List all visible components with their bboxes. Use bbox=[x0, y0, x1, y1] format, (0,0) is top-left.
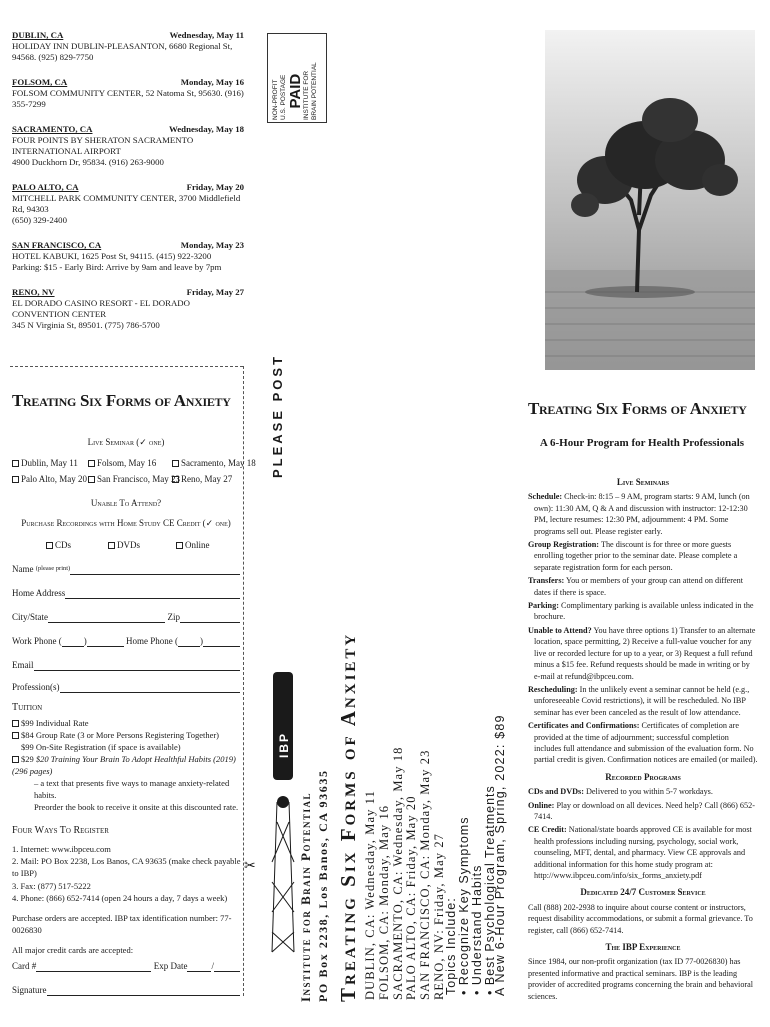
detail-item bbox=[528, 720, 758, 766]
home-phone-label: Home Phone ( bbox=[126, 636, 179, 646]
format-option-cds[interactable] bbox=[46, 539, 71, 551]
scissors-icon: ✂ bbox=[244, 859, 256, 874]
checkbox[interactable] bbox=[88, 460, 95, 467]
schedule-address: 4900 Duckhorn Dr, 95834. (916) 263-9000 bbox=[12, 157, 164, 167]
detail-item bbox=[528, 684, 758, 718]
indicia-line: NON-PROFIT bbox=[272, 79, 279, 120]
detail-label: Schedule: bbox=[528, 492, 563, 502]
name-hint: (please print) bbox=[35, 565, 71, 572]
detail-item bbox=[528, 491, 758, 537]
ibp-logo bbox=[270, 652, 296, 1022]
schedule-city: DUBLIN, CA bbox=[12, 30, 64, 40]
purchase-order-note: Purchase orders are accepted. IBP tax identification number: 77-0026830 bbox=[12, 913, 232, 936]
tuition-heading: Tuition bbox=[12, 702, 43, 713]
schedule-venue: FOUR POINTS BY SHERATON SACRAMENTO INTERNATIONAL AIRPORT bbox=[12, 135, 194, 156]
home-address-label: Home Address bbox=[12, 588, 66, 598]
format-label: CDs bbox=[55, 540, 72, 550]
format-option-online[interactable] bbox=[176, 539, 210, 551]
register-way: 3. Fax: (877) 517-5222 bbox=[12, 880, 91, 891]
professions-label: Profession(s) bbox=[12, 682, 60, 692]
check-one-hint: (✓ one) bbox=[202, 518, 231, 528]
schedule-phone: (650) 329-2400 bbox=[12, 215, 67, 225]
signature-label: Signature bbox=[12, 985, 47, 995]
schedule-venue: EL DORADO CASINO RESORT - EL DORADO CONVENTION CENTER bbox=[12, 298, 191, 319]
detail-item bbox=[528, 600, 758, 623]
detail-label: Transfers: bbox=[528, 576, 565, 586]
indicia-line: BRAIN POTENTIAL bbox=[311, 62, 318, 120]
professions-input[interactable] bbox=[60, 683, 241, 693]
bullet-icon: • bbox=[470, 985, 484, 995]
mailer-date-line: DUBLIN, CA: Wednesday, May 11 bbox=[363, 790, 377, 1000]
email-label: Email bbox=[12, 660, 34, 670]
register-way: 2. Mail: PO Box 2238, Los Banos, CA 93635 (make check payable to IBP) bbox=[12, 856, 241, 879]
detail-item bbox=[528, 800, 758, 823]
indicia-paid: PAID bbox=[287, 73, 304, 109]
schedule-entry bbox=[12, 77, 244, 110]
tuition-text: Individual Rate bbox=[35, 718, 89, 728]
checkbox[interactable] bbox=[12, 460, 19, 467]
checkbox[interactable] bbox=[88, 476, 95, 483]
form-cut-line bbox=[10, 366, 243, 368]
city-state-label: City/State bbox=[12, 612, 48, 622]
checkbox[interactable] bbox=[12, 756, 19, 763]
tree-photo-image bbox=[545, 30, 755, 370]
tuition-price: $84 bbox=[21, 730, 34, 740]
checkbox[interactable] bbox=[12, 476, 19, 483]
location-label: Palo Alto, May 20 bbox=[21, 474, 88, 484]
topic-text: Best Psychological Treatments bbox=[483, 785, 497, 986]
name-field[interactable] bbox=[12, 563, 240, 575]
location-option[interactable] bbox=[88, 473, 180, 485]
tuition-text: $20 Training Your Brain To Adopt Healthful Habits (2019) (296 pages) bbox=[12, 754, 236, 776]
mailer-date-line: PALO ALTO, CA: Friday, May 20 bbox=[404, 795, 419, 1000]
purchase-recordings-heading bbox=[12, 518, 240, 529]
professions-field[interactable] bbox=[12, 681, 240, 693]
please-post-label: PLEASE POST bbox=[270, 353, 285, 478]
detail-label: Certificates and Confirmations: bbox=[528, 721, 640, 731]
name-label: Name bbox=[12, 564, 34, 574]
email-field[interactable] bbox=[12, 659, 240, 671]
schedule-parking: Parking: $15 - Early Bird: Arrive by 9am and leave by 7pm bbox=[12, 262, 222, 272]
tuition-option[interactable] bbox=[12, 753, 242, 777]
schedule-venue: HOTEL KABUKI, 1625 Post St, 94115. (415) 922-3200 bbox=[12, 251, 212, 261]
schedule-date: Friday, May 27 bbox=[186, 287, 244, 297]
register-ways-heading: Four Ways To Register bbox=[12, 825, 109, 836]
logo-lattice bbox=[272, 802, 294, 952]
format-option-dvds[interactable] bbox=[108, 539, 140, 551]
exp-year-input[interactable] bbox=[214, 962, 240, 972]
schedule-venue: MITCHELL PARK COMMUNITY CENTER, 3700 Middlefield Rd, 94303 bbox=[12, 193, 241, 214]
mailer-date-line: SAN FRANCISCO, CA: Monday, May 23 bbox=[418, 749, 433, 1000]
location-label: Sacramento, May 18 bbox=[181, 458, 256, 468]
exp-date-label: Exp Date bbox=[153, 961, 188, 971]
ibp-experience-heading: The IBP Experience bbox=[605, 942, 681, 953]
detail-text: Delivered to you within 5-7 workdays. bbox=[586, 787, 713, 797]
detail-label: Group Registration: bbox=[528, 540, 600, 550]
tree-reflection bbox=[585, 286, 695, 298]
postage-indicia bbox=[267, 33, 327, 123]
mailer-date-line: RENO, NV: Friday, May 27 bbox=[431, 832, 446, 1000]
seminar-schedule bbox=[12, 30, 244, 345]
tuition-options bbox=[12, 717, 242, 813]
schedule-entry bbox=[12, 124, 244, 168]
checkbox[interactable] bbox=[12, 732, 19, 739]
card-label: Card # bbox=[12, 961, 37, 971]
topics-heading: Topics Include: bbox=[444, 897, 458, 995]
customer-service-heading: Dedicated 24/7 Customer Service bbox=[580, 887, 706, 898]
org-address: PO Box 2238, Los Banos, CA 93635 bbox=[316, 769, 330, 1002]
mailer-footer: A New 6-Hour Program, Spring, 2022: $89 bbox=[493, 714, 507, 996]
tree-foliage bbox=[642, 98, 698, 142]
detail-label: CDs and DVDs: bbox=[528, 787, 584, 797]
card-field[interactable]: Card # Exp Date / bbox=[12, 960, 240, 972]
detail-text: National/state boards approved CE is available for most health professions including nursing, psychology, social work, counseling, MFT, dental, and pharmacy. View CE approvals and additional information for this home study program at: http://www.ibpceu.com/info/six_forms_anxiety.pdf bbox=[534, 825, 752, 880]
detail-text: The discount is for three or more guests enrolling together prior to the seminar date. Please complete a separate registration form for each person. bbox=[534, 540, 738, 572]
form-title: Treating Six Forms of Anxiety bbox=[12, 391, 231, 410]
tree-photo bbox=[545, 30, 755, 370]
location-label: San Francisco, May 23 bbox=[97, 474, 180, 484]
location-option[interactable] bbox=[172, 473, 232, 485]
work-phone-area-input[interactable] bbox=[62, 637, 84, 647]
topic-text: Understand Habits bbox=[470, 864, 484, 986]
home-phone-input[interactable] bbox=[203, 637, 240, 647]
unable-to-attend-heading: Unable To Attend? bbox=[90, 498, 162, 508]
purchase-label: Purchase Recordings with Home Study CE Credit bbox=[21, 518, 201, 528]
detail-text: You have three options 1) Transfer to an alternate location, space permitting, 2) Receive a full-value voucher for any live or recorded lecture for up to a year, or 3) Request a full refund minus a $15 fee. Refund requests should be made in writing or by e-mail at refund@ibpceu.com. bbox=[534, 625, 756, 681]
tuition-note: – a text that presents five ways to manage anxiety-related habits. bbox=[34, 778, 230, 800]
recorded-programs-heading: Recorded Programs bbox=[605, 771, 681, 782]
ibp-experience-text: Since 1984, our non-profit organization (tax ID 77-0026830) has presented informative and practical seminars. IBP is the leading provider of accredited programs concerning the brain and behavioral sciences. bbox=[528, 957, 754, 1001]
checkbox[interactable] bbox=[108, 542, 115, 549]
detail-item bbox=[528, 625, 758, 682]
schedule-entry bbox=[12, 182, 244, 226]
checkbox[interactable] bbox=[46, 542, 53, 549]
tuition-note-row bbox=[12, 741, 242, 753]
detail-text: Certificates of completion are provided at the time of adjournment; successful completion includes full attendance and submission of the evaluation form. No partial credit is given. Confirmation notices are emailed (or mailed). bbox=[534, 721, 758, 765]
register-ways bbox=[12, 843, 242, 957]
home-address-input[interactable] bbox=[65, 589, 240, 599]
schedule-city: FOLSOM, CA bbox=[12, 77, 68, 87]
detail-label: Parking: bbox=[528, 601, 559, 611]
logo-text: IBP bbox=[277, 731, 291, 758]
schedule-entry bbox=[12, 287, 244, 331]
register-way: 1. Internet: www.ibpceu.com bbox=[12, 844, 111, 854]
location-option[interactable] bbox=[172, 457, 256, 469]
name-input[interactable] bbox=[70, 565, 240, 575]
schedule-date: Monday, May 16 bbox=[180, 77, 244, 87]
schedule-city: SACRAMENTO, CA bbox=[12, 124, 93, 134]
tuition-price: $29 bbox=[21, 754, 34, 764]
logo-head bbox=[277, 796, 289, 808]
detail-text: Check-in: 8:15 – 9 AM, program starts: 9 AM, lunch (on own): 11:30 AM, Q & A and discussion with instructor: 12-12:30 PM, lecture resumes: 12:30 PM, adjournment: 4 PM. Some programs sell out. Please register early. bbox=[534, 492, 750, 536]
right-subtitle: A 6-Hour Program for Health Professionals bbox=[539, 437, 745, 449]
location-option[interactable] bbox=[12, 457, 78, 469]
tuition-option[interactable] bbox=[12, 729, 242, 741]
register-way: 4. Phone: (866) 652-7414 (open 24 hours a day, 7 days a week) bbox=[12, 892, 228, 903]
email-input[interactable] bbox=[34, 661, 241, 671]
home-address-field[interactable] bbox=[12, 587, 240, 599]
detail-item bbox=[528, 575, 758, 598]
live-seminars-heading: Live Seminars bbox=[616, 477, 670, 487]
indicia-line: INSTITUTE FOR bbox=[303, 70, 310, 120]
schedule-date: Friday, May 20 bbox=[186, 182, 244, 192]
detail-label: CE Credit: bbox=[528, 825, 567, 835]
tuition-text: On-Site Registration (if space is available) bbox=[35, 742, 181, 752]
city-state-input[interactable] bbox=[48, 613, 165, 623]
topic-text: Recognize Key Symptoms bbox=[457, 816, 471, 986]
water bbox=[545, 270, 755, 370]
indicia-line: U.S. POSTAGE bbox=[280, 74, 287, 120]
phone-field[interactable]: Work Phone ( ) Home Phone ( ) bbox=[12, 635, 240, 647]
program-details bbox=[528, 475, 758, 1004]
location-label: Reno, May 27 bbox=[181, 474, 233, 484]
tuition-note: Preorder the book to receive it onsite at this discounted rate. bbox=[34, 802, 239, 812]
schedule-entry bbox=[12, 30, 244, 63]
schedule-venue: HOLIDAY INN DUBLIN-PLEASANTON, 6680 Regional St, 94568. (925) 829-7750 bbox=[12, 41, 233, 62]
detail-text: You or members of your group can attend on different dates if there is space. bbox=[534, 576, 744, 597]
indicia-text bbox=[272, 62, 319, 120]
detail-item bbox=[528, 824, 758, 881]
detail-label: Unable to Attend? bbox=[528, 625, 592, 635]
customer-service-text: Call (888) 202-2938 to inquire about course content or instructors, request disability accommodations, or submit a formal grievance. To register, call (866) 652-7414. bbox=[528, 902, 753, 935]
zip-input[interactable] bbox=[180, 613, 240, 623]
schedule-address: 345 N Virginia St, 89501. (775) 786-5700 bbox=[12, 320, 160, 330]
format-label: Online bbox=[185, 540, 210, 550]
location-option[interactable] bbox=[88, 457, 156, 469]
location-label: Folsom, May 16 bbox=[97, 458, 157, 468]
checkbox[interactable] bbox=[176, 542, 183, 549]
location-option[interactable] bbox=[12, 473, 87, 485]
tuition-text: Group Rate (3 or More Persons Registering Together) bbox=[35, 730, 220, 740]
bullet-icon: • bbox=[483, 985, 497, 995]
city-state-zip-field[interactable] bbox=[12, 611, 240, 623]
format-label: DVDs bbox=[117, 540, 141, 550]
detail-text: In the unlikely event a seminar cannot be held (e.g., unforeseeable Covid restrictions), it will be rescheduled. No IBP seminar has ever been canceled as the result of low attendance. bbox=[534, 684, 750, 717]
mailer-date-line: SACRAMENTO, CA: Wednesday, May 18 bbox=[390, 746, 405, 1000]
bullet-icon: • bbox=[457, 985, 471, 995]
mailer-title: Treating Six Forms of Anxiety bbox=[336, 631, 360, 1002]
exp-month-input[interactable] bbox=[187, 962, 211, 972]
detail-item bbox=[528, 539, 758, 573]
schedule-city: PALO ALTO, CA bbox=[12, 182, 79, 192]
schedule-date: Wednesday, May 18 bbox=[168, 124, 244, 134]
home-phone-area-input[interactable] bbox=[178, 637, 200, 647]
detail-item bbox=[528, 786, 758, 797]
work-phone-input[interactable] bbox=[87, 637, 124, 647]
detail-label: Rescheduling: bbox=[528, 684, 578, 694]
card-number-input[interactable] bbox=[36, 962, 151, 972]
signature-field[interactable] bbox=[12, 984, 240, 996]
schedule-city: SAN FRANCISCO, CA bbox=[12, 240, 102, 250]
checkbox[interactable] bbox=[12, 720, 19, 727]
topics-block bbox=[445, 785, 497, 995]
org-name: Institute for Brain Potential bbox=[298, 792, 313, 1002]
detail-label: Online: bbox=[528, 800, 555, 810]
tuition-price: $99 bbox=[21, 742, 34, 752]
live-seminar-heading bbox=[12, 437, 240, 448]
detail-text: Play or download on all devices. Need help? Call (866) 652-7414. bbox=[534, 800, 755, 821]
tuition-option[interactable] bbox=[12, 717, 242, 729]
logo-banner bbox=[273, 672, 293, 780]
live-seminar-label: Live Seminar bbox=[87, 437, 135, 447]
tree-foliage bbox=[571, 193, 599, 217]
tree-foliage bbox=[702, 164, 738, 196]
tuition-price: $99 bbox=[21, 718, 34, 728]
credit-card-note: All major credit cards are accepted: bbox=[12, 945, 134, 956]
schedule-date: Wednesday, May 11 bbox=[169, 30, 244, 40]
mailer-dates bbox=[364, 747, 447, 1000]
location-label: Dublin, May 11 bbox=[21, 458, 78, 468]
signature-input[interactable] bbox=[47, 986, 241, 996]
checkbox[interactable] bbox=[172, 476, 179, 483]
zip-label: Zip bbox=[167, 612, 180, 622]
checkbox[interactable] bbox=[172, 460, 179, 467]
right-title: Treating Six Forms of Anxiety bbox=[528, 399, 747, 418]
check-one-hint: (✓ one) bbox=[136, 437, 165, 447]
schedule-venue: FOLSOM COMMUNITY CENTER, 52 Natoma St, 95630. (916) 355-7299 bbox=[12, 88, 244, 109]
schedule-date: Monday, May 23 bbox=[180, 240, 244, 250]
mailer-date-line: FOLSOM, CA: Monday, May 16 bbox=[376, 804, 391, 1000]
work-phone-label: Work Phone ( bbox=[12, 636, 62, 646]
detail-text: Complimentary parking is available unless indicated in the brochure. bbox=[534, 601, 754, 622]
ibp-logo-icon bbox=[270, 652, 296, 1022]
schedule-city: RENO, NV bbox=[12, 287, 55, 297]
schedule-entry bbox=[12, 240, 244, 273]
